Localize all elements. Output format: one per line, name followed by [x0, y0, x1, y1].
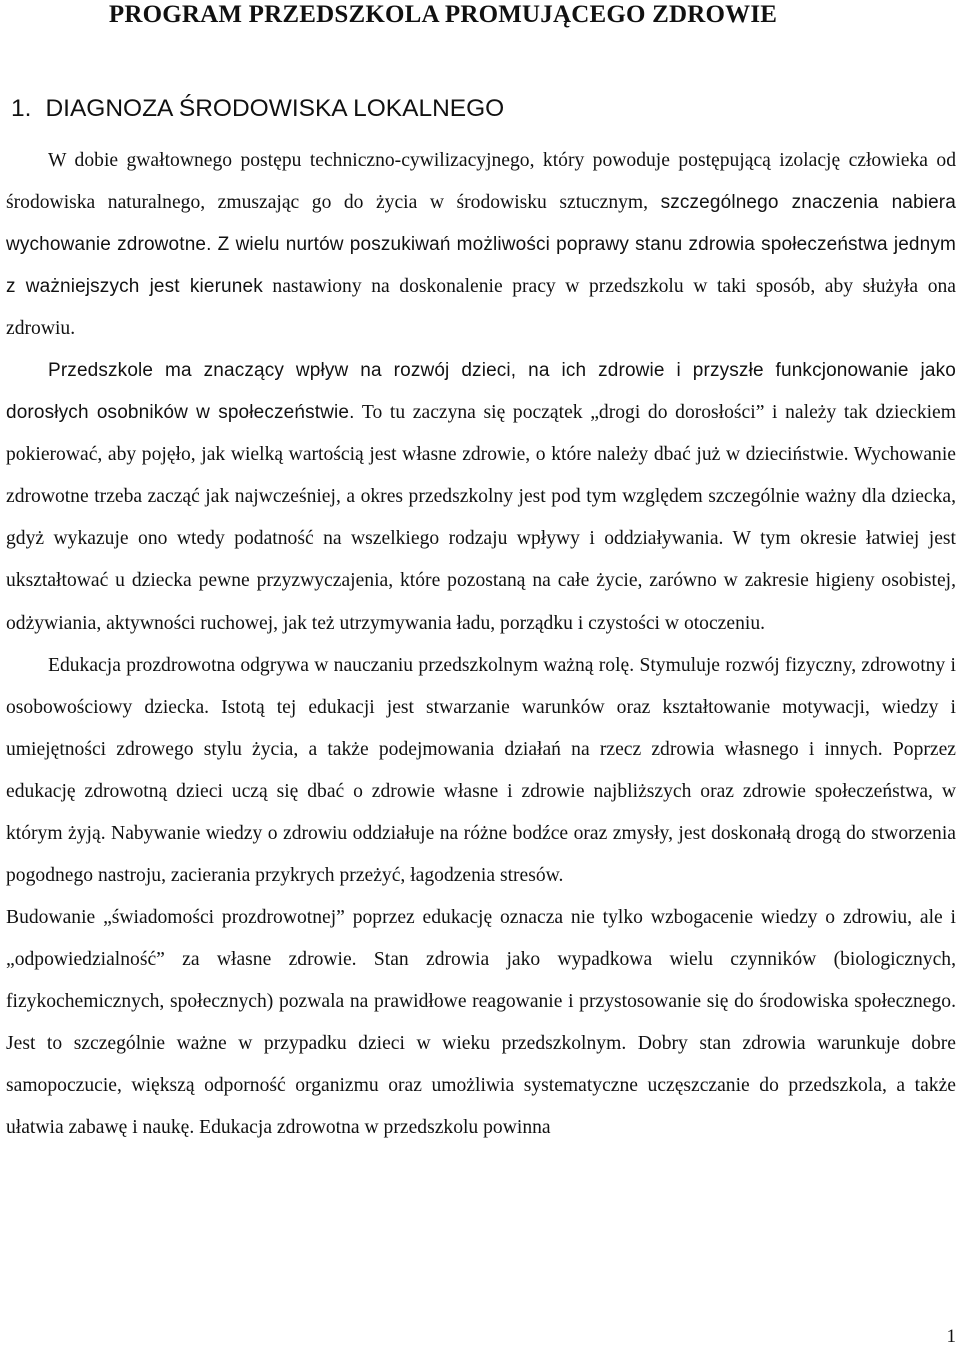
paragraph-1: [6, 140, 956, 350]
section-heading-text: DIAGNOZA ŚRODOWISKA LOKALNEGO: [45, 95, 505, 122]
paragraph-3-text: Edukacja prozdrowotna odgrywa w nauczaniu przedszkolnym ważną rolę. Stymuluje rozwój fizyczny, zdrowotny i osobowościowy dziecka. Istotą tej edukacji jest stwarzanie warunków oraz kształtowanie motywacji, wiedzy i umiejętności zdrowego stylu życia, a także podejmowania działań na rzecz zdrowia własnego i innych. Poprzez edukację zdrowotną dzieci uczą się dbać o zdrowie własne i zdrowie najbliższych oraz zdrowie społeczeństwa, w którym żyją. Nabywanie wiedzy o zdrowiu oddziałuje na różne bodźce oraz zmysły, jest doskonałą drogą do stworzenia pogodnego nastroju, zacierania przykrych przeżyć, łagodzenia stresów.: [6, 654, 956, 886]
paragraph-1-part-1: W dobie gwałtownego postępu techniczno-cywilizacyjnego, który powoduje postępującą izolację człowieka od środowiska naturalnego, zmuszając go do życia w środowisku sztucznym,: [6, 150, 956, 214]
paragraph-2: [6, 350, 956, 644]
section-heading: [11, 94, 504, 124]
paragraph-4-text: Budowanie „świadomości prozdrowotnej” poprzez edukację oznacza nie tylko wzbogacenie wiedzy o zdrowiu, ale i „odpowiedzialność” za własne zdrowie. Stan zdrowia jako wypadkowa wielu czynników (biologicznych, fizykochemicznych, społecznych) pozwala na prawidłowe reagowanie i przystosowanie się do środowiska społecznego. Jest to szczególnie ważne w przypadku dzieci w wieku przedszkolnym. Dobry stan zdrowia warunkuje dobre samopoczucie, większą odporność organizmu oraz umożliwia systematyczne uczęszczanie do przedszkola, a także ułatwia zabawę i naukę. Edukacja zdrowotna w przedszkolu powinna: [6, 906, 956, 1139]
section-number: 1.: [11, 95, 32, 122]
paragraph-1-part-3: nastawiony na doskonalenie pracy w przedszkolu w taki sposób, aby służyła ona zdrowiu.: [6, 276, 956, 340]
paragraph-1-part-2: szczególnego znaczenia nabiera wychowanie zdrowotne. Z wielu nurtów poszukiwań możliwości poprawy stanu zdrowia społeczeństwa jednym z ważniejszych jest kierunek: [6, 192, 956, 298]
paragraph-2-part-1: Przedszkole ma znaczący wpływ na rozwój dzieci, na ich zdrowie i przyszłe funkcjonowanie jako dorosłych osobników w społeczeństwie.: [6, 360, 956, 424]
document-title: PROGRAM PRZEDSZKOLA PROMUJĄCEGO ZDROWIE: [108, 1, 778, 28]
paragraph-3: [6, 645, 956, 897]
paragraph-4: [6, 897, 956, 1149]
document-body: [6, 140, 956, 1149]
paragraph-2-part-2: To tu zaczyna się początek „drogi do dorosłości” i należy tak dzieckiem pokierować, aby pojęło, jak wielką wartością jest własne zdrowie, o które należy dbać już w dzieciństwie. Wychowanie zdrowotne trzeba zacząć jak najwcześniej, a okres przedszkolny jest pod tym względem szczególnie ważny dla dziecka, gdyż wykazuje ono wtedy podatność na wszelkiego rodzaju wpływy i oddziaływania. W tym okresie łatwiej jest ukształtować u dziecka pewne przyzwyczajenia, które pozostaną na całe życie, zarówno w zakresie higieny osobistej, odżywiania, aktywności ruchowej, jak też utrzymywania ładu, porządku i czystości w otoczeniu.: [6, 402, 956, 634]
page-number: 1: [946, 1326, 956, 1347]
